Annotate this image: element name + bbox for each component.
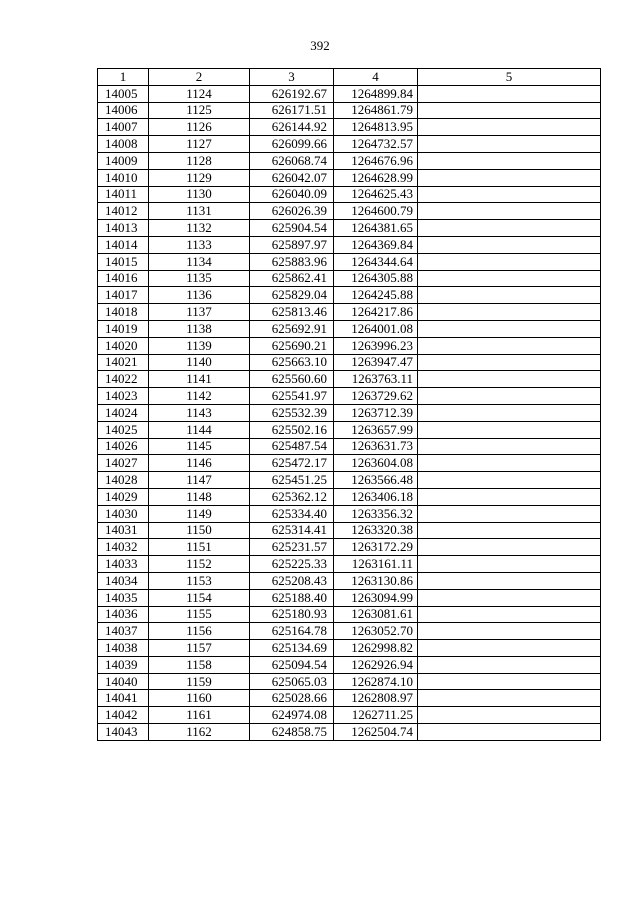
note-cell	[418, 404, 601, 421]
x-coordinate-cell: 625314.41	[250, 522, 334, 539]
table-row	[98, 253, 601, 270]
table-row	[98, 102, 601, 119]
index-cell: 1134	[149, 253, 250, 270]
x-coordinate-cell: 625883.96	[250, 253, 334, 270]
note-cell	[418, 152, 601, 169]
y-coordinate-cell: 1264344.64	[334, 253, 418, 270]
point-number-cell: 14019	[98, 320, 149, 337]
index-cell: 1127	[149, 136, 250, 153]
index-cell: 1144	[149, 421, 250, 438]
table-row	[98, 220, 601, 237]
x-coordinate-cell: 625472.17	[250, 455, 334, 472]
point-number-cell: 14008	[98, 136, 149, 153]
y-coordinate-cell: 1263130.86	[334, 572, 418, 589]
note-cell	[418, 707, 601, 724]
y-coordinate-cell: 1263712.39	[334, 404, 418, 421]
index-cell: 1142	[149, 388, 250, 405]
y-coordinate-cell: 1264813.95	[334, 119, 418, 136]
y-coordinate-cell: 1262998.82	[334, 640, 418, 657]
index-cell: 1129	[149, 169, 250, 186]
point-number-cell: 14013	[98, 220, 149, 237]
point-number-cell: 14034	[98, 572, 149, 589]
table-row	[98, 388, 601, 405]
note-cell	[418, 539, 601, 556]
column-header-4: 4	[334, 69, 418, 86]
x-coordinate-cell: 624974.08	[250, 707, 334, 724]
table-row	[98, 673, 601, 690]
table-row	[98, 337, 601, 354]
y-coordinate-cell: 1263631.73	[334, 438, 418, 455]
x-coordinate-cell: 625231.57	[250, 539, 334, 556]
x-coordinate-cell: 625897.97	[250, 236, 334, 253]
index-cell: 1157	[149, 640, 250, 657]
x-coordinate-cell: 625451.25	[250, 472, 334, 489]
point-number-cell: 14017	[98, 287, 149, 304]
index-cell: 1153	[149, 572, 250, 589]
table-row	[98, 656, 601, 673]
point-number-cell: 14014	[98, 236, 149, 253]
note-cell	[418, 673, 601, 690]
x-coordinate-cell: 625094.54	[250, 656, 334, 673]
point-number-cell: 14018	[98, 304, 149, 321]
x-coordinate-cell: 625532.39	[250, 404, 334, 421]
column-header-2: 2	[149, 69, 250, 86]
table-row	[98, 169, 601, 186]
point-number-cell: 14012	[98, 203, 149, 220]
note-cell	[418, 236, 601, 253]
y-coordinate-cell: 1264899.84	[334, 85, 418, 102]
y-coordinate-cell: 1264625.43	[334, 186, 418, 203]
point-number-cell: 14010	[98, 169, 149, 186]
note-cell	[418, 304, 601, 321]
point-number-cell: 14026	[98, 438, 149, 455]
note-cell	[418, 623, 601, 640]
point-number-cell: 14016	[98, 270, 149, 287]
table-row	[98, 438, 601, 455]
point-number-cell: 14015	[98, 253, 149, 270]
point-number-cell: 14007	[98, 119, 149, 136]
table-row	[98, 522, 601, 539]
point-number-cell: 14031	[98, 522, 149, 539]
y-coordinate-cell: 1263604.08	[334, 455, 418, 472]
y-coordinate-cell: 1263081.61	[334, 606, 418, 623]
y-coordinate-cell: 1263161.11	[334, 556, 418, 573]
table-row	[98, 472, 601, 489]
y-coordinate-cell: 1263052.70	[334, 623, 418, 640]
x-coordinate-cell: 625225.33	[250, 556, 334, 573]
x-coordinate-cell: 624858.75	[250, 724, 334, 741]
y-coordinate-cell: 1264600.79	[334, 203, 418, 220]
note-cell	[418, 354, 601, 371]
x-coordinate-cell: 625164.78	[250, 623, 334, 640]
note-cell	[418, 606, 601, 623]
index-cell: 1136	[149, 287, 250, 304]
x-coordinate-cell: 625692.91	[250, 320, 334, 337]
table-row	[98, 320, 601, 337]
note-cell	[418, 102, 601, 119]
y-coordinate-cell: 1262808.97	[334, 690, 418, 707]
note-cell	[418, 690, 601, 707]
column-header-3: 3	[250, 69, 334, 86]
table-row	[98, 404, 601, 421]
index-cell: 1162	[149, 724, 250, 741]
coordinates-table	[97, 68, 601, 741]
point-number-cell: 14005	[98, 85, 149, 102]
page-number: 392	[310, 38, 330, 53]
point-number-cell: 14037	[98, 623, 149, 640]
table-row	[98, 690, 601, 707]
note-cell	[418, 203, 601, 220]
table-row	[98, 589, 601, 606]
y-coordinate-cell: 1264676.96	[334, 152, 418, 169]
note-cell	[418, 270, 601, 287]
note-cell	[418, 337, 601, 354]
x-coordinate-cell: 625362.12	[250, 488, 334, 505]
index-cell: 1150	[149, 522, 250, 539]
table-row	[98, 606, 601, 623]
point-number-cell: 14029	[98, 488, 149, 505]
note-cell	[418, 169, 601, 186]
point-number-cell: 14038	[98, 640, 149, 657]
index-cell: 1159	[149, 673, 250, 690]
point-number-cell: 14009	[98, 152, 149, 169]
note-cell	[418, 589, 601, 606]
table-row	[98, 707, 601, 724]
index-cell: 1156	[149, 623, 250, 640]
table-body	[98, 85, 601, 740]
note-cell	[418, 371, 601, 388]
x-coordinate-cell: 625028.66	[250, 690, 334, 707]
point-number-cell: 14043	[98, 724, 149, 741]
y-coordinate-cell: 1264369.84	[334, 236, 418, 253]
point-number-cell: 14020	[98, 337, 149, 354]
y-coordinate-cell: 1264001.08	[334, 320, 418, 337]
column-header-5: 5	[418, 69, 601, 86]
index-cell: 1137	[149, 304, 250, 321]
point-number-cell: 14033	[98, 556, 149, 573]
index-cell: 1154	[149, 589, 250, 606]
note-cell	[418, 287, 601, 304]
note-cell	[418, 388, 601, 405]
x-coordinate-cell: 625560.60	[250, 371, 334, 388]
table-row	[98, 488, 601, 505]
table-row	[98, 85, 601, 102]
y-coordinate-cell: 1264628.99	[334, 169, 418, 186]
y-coordinate-cell: 1262926.94	[334, 656, 418, 673]
x-coordinate-cell: 626068.74	[250, 152, 334, 169]
table-row	[98, 556, 601, 573]
x-coordinate-cell: 625065.03	[250, 673, 334, 690]
x-coordinate-cell: 626144.92	[250, 119, 334, 136]
y-coordinate-cell: 1263094.99	[334, 589, 418, 606]
note-cell	[418, 724, 601, 741]
note-cell	[418, 438, 601, 455]
y-coordinate-cell: 1263996.23	[334, 337, 418, 354]
x-coordinate-cell: 625180.93	[250, 606, 334, 623]
table-row	[98, 270, 601, 287]
index-cell: 1133	[149, 236, 250, 253]
y-coordinate-cell: 1263172.29	[334, 539, 418, 556]
point-number-cell: 14032	[98, 539, 149, 556]
point-number-cell: 14028	[98, 472, 149, 489]
index-cell: 1161	[149, 707, 250, 724]
x-coordinate-cell: 625541.97	[250, 388, 334, 405]
point-number-cell: 14021	[98, 354, 149, 371]
x-coordinate-cell: 626171.51	[250, 102, 334, 119]
x-coordinate-cell: 626042.07	[250, 169, 334, 186]
table-row	[98, 236, 601, 253]
index-cell: 1149	[149, 505, 250, 522]
index-cell: 1135	[149, 270, 250, 287]
x-coordinate-cell: 625829.04	[250, 287, 334, 304]
y-coordinate-cell: 1264381.65	[334, 220, 418, 237]
y-coordinate-cell: 1263566.48	[334, 472, 418, 489]
y-coordinate-cell: 1263406.18	[334, 488, 418, 505]
table-row	[98, 186, 601, 203]
y-coordinate-cell: 1263729.62	[334, 388, 418, 405]
x-coordinate-cell: 625862.41	[250, 270, 334, 287]
index-cell: 1146	[149, 455, 250, 472]
note-cell	[418, 119, 601, 136]
index-cell: 1131	[149, 203, 250, 220]
index-cell: 1147	[149, 472, 250, 489]
x-coordinate-cell: 625208.43	[250, 572, 334, 589]
x-coordinate-cell: 625663.10	[250, 354, 334, 371]
index-cell: 1152	[149, 556, 250, 573]
y-coordinate-cell: 1262874.10	[334, 673, 418, 690]
table-row	[98, 623, 601, 640]
note-cell	[418, 472, 601, 489]
point-number-cell: 14042	[98, 707, 149, 724]
index-cell: 1148	[149, 488, 250, 505]
table-row	[98, 287, 601, 304]
y-coordinate-cell: 1264217.86	[334, 304, 418, 321]
point-number-cell: 14027	[98, 455, 149, 472]
index-cell: 1125	[149, 102, 250, 119]
point-number-cell: 14011	[98, 186, 149, 203]
point-number-cell: 14024	[98, 404, 149, 421]
x-coordinate-cell: 625502.16	[250, 421, 334, 438]
table-row	[98, 455, 601, 472]
y-coordinate-cell: 1263763.11	[334, 371, 418, 388]
x-coordinate-cell: 625904.54	[250, 220, 334, 237]
y-coordinate-cell: 1264245.88	[334, 287, 418, 304]
column-header-1: 1	[98, 69, 149, 86]
point-number-cell: 14006	[98, 102, 149, 119]
table-row	[98, 371, 601, 388]
note-cell	[418, 455, 601, 472]
x-coordinate-cell: 625334.40	[250, 505, 334, 522]
table-row	[98, 354, 601, 371]
point-number-cell: 14035	[98, 589, 149, 606]
note-cell	[418, 505, 601, 522]
table-row	[98, 505, 601, 522]
table-row	[98, 539, 601, 556]
index-cell: 1132	[149, 220, 250, 237]
index-cell: 1124	[149, 85, 250, 102]
y-coordinate-cell: 1263356.32	[334, 505, 418, 522]
point-number-cell: 14041	[98, 690, 149, 707]
index-cell: 1143	[149, 404, 250, 421]
index-cell: 1158	[149, 656, 250, 673]
index-cell: 1155	[149, 606, 250, 623]
index-cell: 1138	[149, 320, 250, 337]
table-row	[98, 152, 601, 169]
x-coordinate-cell: 625813.46	[250, 304, 334, 321]
note-cell	[418, 85, 601, 102]
y-coordinate-cell: 1263657.99	[334, 421, 418, 438]
note-cell	[418, 556, 601, 573]
table-row	[98, 572, 601, 589]
point-number-cell: 14023	[98, 388, 149, 405]
point-number-cell: 14036	[98, 606, 149, 623]
table-header-row	[98, 69, 601, 86]
x-coordinate-cell: 626099.66	[250, 136, 334, 153]
index-cell: 1126	[149, 119, 250, 136]
note-cell	[418, 522, 601, 539]
x-coordinate-cell: 626026.39	[250, 203, 334, 220]
y-coordinate-cell: 1263947.47	[334, 354, 418, 371]
x-coordinate-cell: 626040.09	[250, 186, 334, 203]
point-number-cell: 14025	[98, 421, 149, 438]
x-coordinate-cell: 625487.54	[250, 438, 334, 455]
index-cell: 1160	[149, 690, 250, 707]
index-cell: 1139	[149, 337, 250, 354]
index-cell: 1140	[149, 354, 250, 371]
table-row	[98, 136, 601, 153]
table-row	[98, 421, 601, 438]
y-coordinate-cell: 1264861.79	[334, 102, 418, 119]
y-coordinate-cell: 1264305.88	[334, 270, 418, 287]
x-coordinate-cell: 625134.69	[250, 640, 334, 657]
x-coordinate-cell: 625188.40	[250, 589, 334, 606]
note-cell	[418, 136, 601, 153]
point-number-cell: 14039	[98, 656, 149, 673]
note-cell	[418, 253, 601, 270]
index-cell: 1151	[149, 539, 250, 556]
x-coordinate-cell: 626192.67	[250, 85, 334, 102]
y-coordinate-cell: 1264732.57	[334, 136, 418, 153]
y-coordinate-cell: 1262711.25	[334, 707, 418, 724]
note-cell	[418, 320, 601, 337]
point-number-cell: 14030	[98, 505, 149, 522]
y-coordinate-cell: 1262504.74	[334, 724, 418, 741]
y-coordinate-cell: 1263320.38	[334, 522, 418, 539]
table-row	[98, 640, 601, 657]
note-cell	[418, 220, 601, 237]
note-cell	[418, 421, 601, 438]
index-cell: 1128	[149, 152, 250, 169]
table-row	[98, 304, 601, 321]
point-number-cell: 14022	[98, 371, 149, 388]
note-cell	[418, 488, 601, 505]
note-cell	[418, 656, 601, 673]
table-row	[98, 203, 601, 220]
table-row	[98, 724, 601, 741]
table-row	[98, 119, 601, 136]
point-number-cell: 14040	[98, 673, 149, 690]
index-cell: 1145	[149, 438, 250, 455]
note-cell	[418, 186, 601, 203]
note-cell	[418, 572, 601, 589]
note-cell	[418, 640, 601, 657]
index-cell: 1130	[149, 186, 250, 203]
x-coordinate-cell: 625690.21	[250, 337, 334, 354]
index-cell: 1141	[149, 371, 250, 388]
